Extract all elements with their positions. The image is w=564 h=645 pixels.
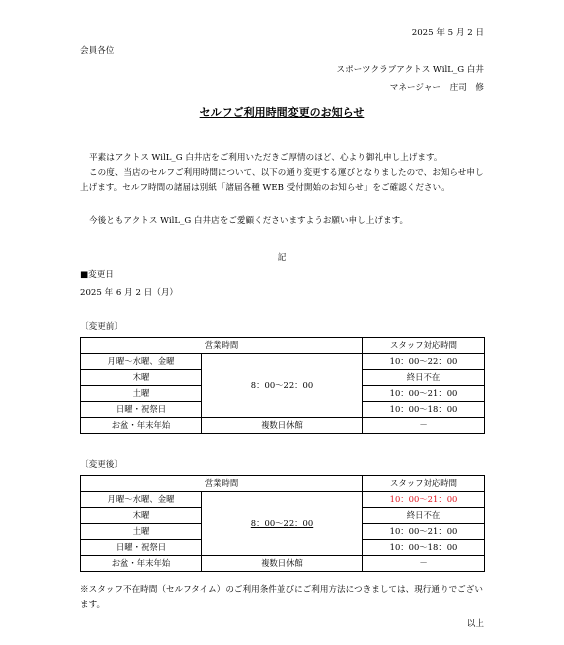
day-cell: 日曜・祝祭日 [81, 540, 202, 556]
day-cell: 月曜～水曜、金曜 [81, 354, 202, 370]
header-staff-hours: スタッフ対応時間 [363, 476, 485, 492]
closing-mark: 以上 [466, 619, 484, 629]
staff-cell: 10：00～21：00 [363, 386, 485, 402]
header-business-hours: 営業時間 [81, 338, 363, 354]
before-table [80, 337, 485, 434]
table-row [81, 354, 485, 370]
staff-cell: － [363, 418, 485, 434]
body-paragraph-2: この度、当店のセルフご利用時間について、以下の通り変更する運びとなりましたので、お知らせ申し上げます。セルフ時間の諸届は別紙「諸届各種 WEB 受付開始のお知らせ」をご確認ください。 [80, 168, 484, 193]
business-hours-cell: 8：00～22：00 [202, 492, 363, 556]
staff-cell: － [363, 556, 485, 572]
table-row [81, 492, 485, 508]
after-table [80, 475, 485, 572]
staff-cell-changed: 10：00～21：00 [363, 492, 485, 508]
addressee: 会員各位 [80, 46, 115, 56]
table-row [81, 338, 485, 354]
staff-cell: 10：00～22：00 [363, 354, 485, 370]
staff-cell: 終日不在 [363, 508, 485, 524]
day-cell: 土曜 [81, 386, 202, 402]
sender-club: スポーツクラブアクトス WilL_G 白井 [336, 65, 484, 75]
header-staff-hours: スタッフ対応時間 [363, 338, 485, 354]
day-cell: 土曜 [81, 524, 202, 540]
table-row [81, 476, 485, 492]
staff-cell: 10：00～18：00 [363, 540, 485, 556]
business-hours-cell: 複数日休館 [202, 418, 363, 434]
before-label: 〔変更前〕 [80, 322, 123, 332]
change-date-heading: ■変更日 [80, 270, 114, 280]
footnote: ※スタッフ不在時間（セルフタイム）のご利用条件並びにご利用方法につきましては、現行通りでございます。 [80, 585, 483, 610]
header-business-hours: 営業時間 [81, 476, 363, 492]
day-cell: 月曜～水曜、金曜 [81, 492, 202, 508]
table-row [81, 556, 485, 572]
staff-cell: 10：00～21：00 [363, 524, 485, 540]
day-cell: 木曜 [81, 508, 202, 524]
day-cell: 木曜 [81, 370, 202, 386]
after-label: 〔変更後〕 [80, 460, 123, 470]
body-paragraph-3: 今後ともアクトス WilL_G 白井店をご愛顧くださいますようお願い申し上げます。 [89, 216, 409, 226]
day-cell: 日曜・祝祭日 [81, 402, 202, 418]
table-row [81, 418, 485, 434]
notice-title: セルフご利用時間変更のお知らせ [199, 106, 365, 119]
day-cell: お盆・年末年始 [81, 418, 202, 434]
sender-manager: マネージャー 庄司 修 [389, 83, 484, 93]
staff-cell: 終日不在 [363, 370, 485, 386]
ki-marker: 記 [277, 253, 287, 263]
day-cell: お盆・年末年始 [81, 556, 202, 572]
change-date-value: 2025 年 6 月 2 日（月） [80, 288, 179, 298]
staff-cell: 10：00～18：00 [363, 402, 485, 418]
body-paragraph-1: 平素はアクトス WilL_G 白井店をご利用いただきご厚情のほど、心より御礼申し上げます。 [89, 153, 443, 163]
business-hours-cell: 複数日休館 [202, 556, 363, 572]
business-hours-cell: 8：00～22：00 [202, 354, 363, 418]
document-date: 2025 年 5 月 2 日 [411, 28, 484, 38]
